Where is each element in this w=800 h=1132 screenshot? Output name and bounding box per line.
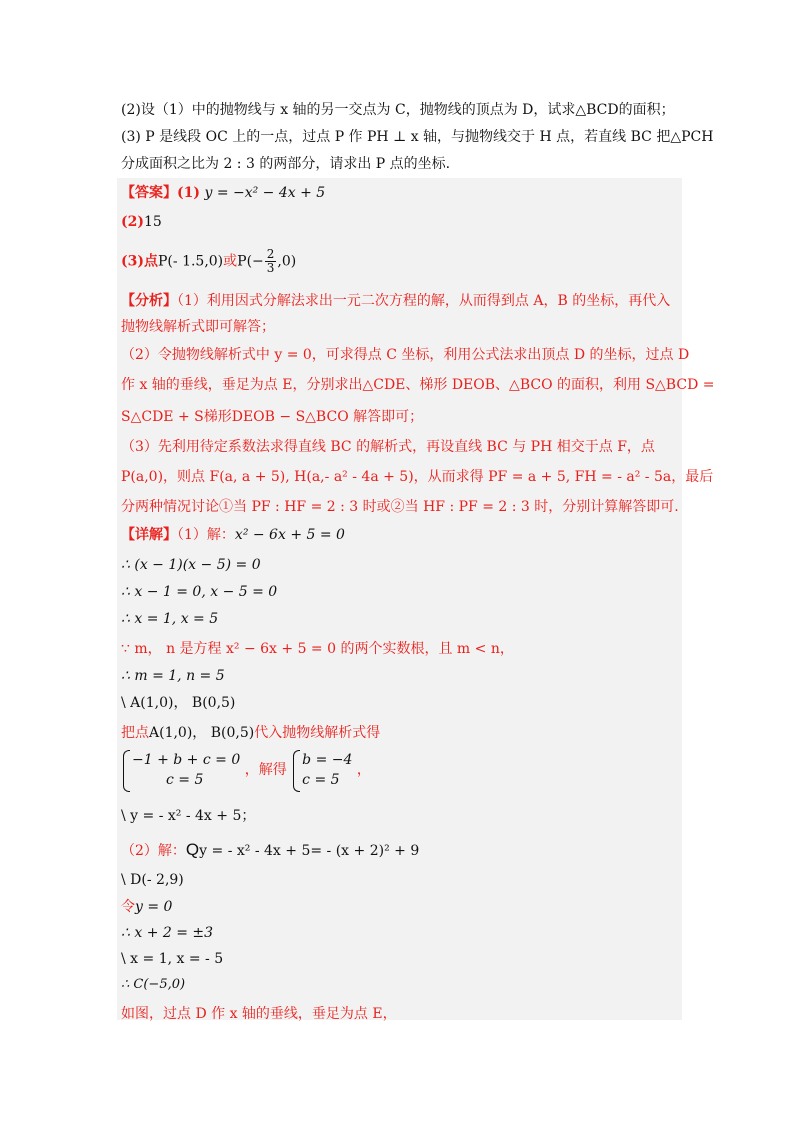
detail-line-1 bbox=[121, 525, 345, 545]
analysis-text-1: （1）利用因式分解法求出一元二次方程的解，从而得到点 A，B 的坐标，再代入 bbox=[177, 293, 671, 309]
detail-line-3: ∴ x − 1 = 0, x − 5 = 0 bbox=[121, 584, 278, 600]
brace-icon bbox=[123, 750, 130, 792]
question-part-3-line-1: (3) P 是线段 OC 上的一点，过点 P 作 PH ⊥ x 轴，与抛物线交于 H 点，若直线 BC 把△PCH bbox=[121, 129, 714, 145]
answer-line-3 bbox=[121, 248, 296, 275]
answer-3-point-1: P(- 1.5,0) bbox=[158, 253, 224, 270]
detail-line-5: ∵ m， n 是方程 x² − 6x + 5 = 0 的两个实数根，且 m < n， bbox=[121, 641, 514, 657]
answer-3-point-2-pre: P(− bbox=[237, 253, 264, 270]
detail-12-prefix: 令 bbox=[121, 899, 135, 915]
answer-3-or: 或 bbox=[223, 253, 238, 270]
equation-systems-line bbox=[121, 750, 371, 790]
detail-line-2: ∴ (x − 1)(x − 5) = 0 bbox=[121, 557, 261, 573]
analysis-line-3: （2）令抛物线解析式中 y = 0，可求得点 C 坐标，利用公式法求出顶点 D 的坐标，过点 D bbox=[121, 347, 690, 363]
fraction-numerator: 2 bbox=[266, 247, 275, 261]
detail-line-15: ∴ C(−5,0) bbox=[121, 977, 186, 992]
answer-3-fraction bbox=[265, 248, 277, 275]
question-part-2: (2)设（1）中的抛物线与 x 轴的另一交点为 C，抛物线的顶点为 D，试求△BCD的面积； bbox=[121, 102, 675, 118]
answer-3-prefix: (3)点 bbox=[121, 253, 158, 270]
detail-line-6: ∴ m = 1, n = 5 bbox=[121, 668, 225, 684]
answer-line-1 bbox=[121, 183, 325, 203]
answer-1-prefix: (1) bbox=[177, 185, 200, 201]
question-part-3-line-2: 分成面积之比为 2 : 3 的两部分，请求出 P 点的坐标. bbox=[121, 156, 451, 172]
detail-10: y = - x² - 4x + 5= - (x + 2)² + 9 bbox=[199, 843, 420, 859]
detail-8-prefix: 把点 bbox=[121, 725, 149, 741]
fraction-denominator: 3 bbox=[266, 261, 275, 275]
brace-icon bbox=[293, 750, 300, 792]
detail-label: 【详解】 bbox=[121, 527, 177, 543]
system-mid-text: ，解得 bbox=[244, 762, 287, 778]
detail-1: x² − 6x + 5 = 0 bbox=[234, 527, 345, 543]
analysis-line-1 bbox=[121, 291, 670, 311]
system-2-row-1: b = −4 bbox=[302, 752, 353, 768]
answer-line-2 bbox=[121, 212, 162, 232]
system-2-row-2: c = 5 bbox=[302, 772, 340, 788]
equation-system-1 bbox=[123, 750, 240, 790]
system-end-text: ， bbox=[356, 762, 371, 778]
detail-line-9: \ y = - x² - 4x + 5； bbox=[121, 808, 256, 824]
analysis-line-4: 作 x 轴的垂线，垂足为点 E，分别求出△CDE、梯形 DEOB、△BCO 的面积，利用 S△BCD = bbox=[121, 377, 715, 393]
detail-line-4: ∴ x = 1, x = 5 bbox=[121, 611, 219, 627]
detail-8-points: A(1,0)， B(0,5) bbox=[149, 725, 255, 741]
detail-10-q-symbol: Q bbox=[185, 840, 200, 859]
detail-line-8 bbox=[121, 723, 380, 743]
detail-8-suffix: 代入抛物线解析式得 bbox=[254, 725, 381, 741]
detail-line-13: ∴ x + 2 = ±3 bbox=[121, 925, 214, 941]
detail-line-12 bbox=[121, 897, 172, 917]
answer-3-point-2-post: ,0) bbox=[277, 253, 297, 270]
equation-system-2 bbox=[293, 750, 352, 790]
answer-1: y = −x² − 4x + 5 bbox=[204, 185, 326, 201]
answer-label: 【答案】 bbox=[121, 185, 177, 201]
detail-1-prefix: （1）解： bbox=[177, 527, 235, 543]
analysis-line-8: 分两种情况讨论①当 PF : HF = 2 : 3 时或②当 HF : PF = 2 : 3 时，分别计算解答即可. bbox=[121, 499, 679, 515]
detail-line-16: 如图，过点 D 作 x 轴的垂线，垂足为点 E， bbox=[121, 1006, 397, 1022]
detail-line-10 bbox=[121, 840, 419, 861]
analysis-label: 【分析】 bbox=[121, 293, 177, 309]
system-1-row-2: c = 5 bbox=[166, 772, 204, 788]
answer-2: 15 bbox=[144, 214, 162, 230]
analysis-line-6: （3）先利用待定系数法求得直线 BC 的解析式，再设直线 BC 与 PH 相交于点 F，点 bbox=[121, 439, 655, 455]
answer-2-prefix: (2) bbox=[121, 214, 144, 230]
detail-line-11: \ D(- 2,9) bbox=[121, 872, 184, 888]
detail-line-14: \ x = 1, x = - 5 bbox=[121, 951, 224, 967]
system-1-row-1: −1 + b + c = 0 bbox=[132, 752, 241, 768]
analysis-line-2: 抛物线解析式即可解答； bbox=[121, 319, 275, 335]
detail-line-7: \ A(1,0)， B(0,5) bbox=[121, 695, 236, 711]
detail-10-prefix: （2）解： bbox=[121, 843, 186, 859]
analysis-line-7: P(a,0)，则点 F(a, a + 5), H(a,- a² - 4a + 5)，从而求得 PF = a + 5, FH = - a² - 5a，最后 bbox=[121, 469, 714, 485]
analysis-line-5: S△CDE + S梯形DEOB − S△BCO 解答即可； bbox=[121, 409, 424, 425]
detail-12: y = 0 bbox=[135, 899, 173, 915]
